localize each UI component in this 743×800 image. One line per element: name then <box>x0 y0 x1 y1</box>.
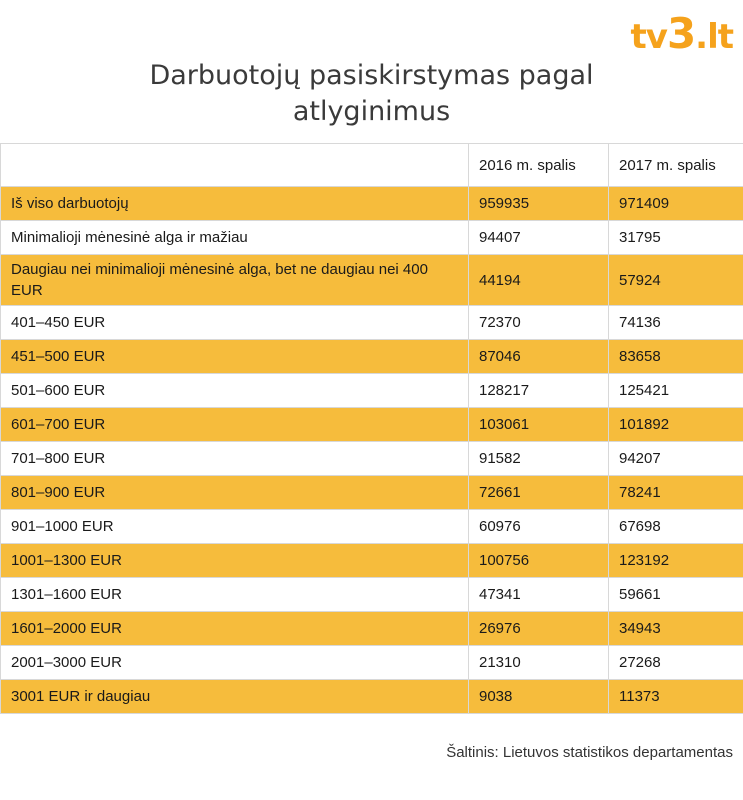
value-2016: 91582 <box>469 442 609 476</box>
row-label: 901–1000 EUR <box>1 510 469 544</box>
value-2017: 101892 <box>609 408 743 442</box>
value-2017: 74136 <box>609 306 743 340</box>
value-2017: 67698 <box>609 510 743 544</box>
value-2016: 128217 <box>469 374 609 408</box>
value-2016: 94407 <box>469 221 609 255</box>
tv3-logo <box>630 9 733 58</box>
row-label: Daugiau nei minimalioji mėnesinė alga, bet ne daugiau nei 400 EUR <box>1 255 469 306</box>
row-label: Iš viso darbuotojų <box>1 187 469 221</box>
table-row <box>1 306 743 340</box>
value-2016: 47341 <box>469 578 609 612</box>
row-label: 1601–2000 EUR <box>1 612 469 646</box>
value-2016: 103061 <box>469 408 609 442</box>
logo-suffix: .lt <box>695 17 733 57</box>
table-row <box>1 510 743 544</box>
row-label: 701–800 EUR <box>1 442 469 476</box>
value-2016: 72661 <box>469 476 609 510</box>
row-label: 401–450 EUR <box>1 306 469 340</box>
table-row <box>1 646 743 680</box>
title-line-2: atlyginimus <box>292 96 451 127</box>
value-2017: 57924 <box>609 255 743 306</box>
table-row <box>1 578 743 612</box>
value-2016: 26976 <box>469 612 609 646</box>
table-row <box>1 442 743 476</box>
logo-prefix: tv <box>630 17 667 57</box>
value-2016: 72370 <box>469 306 609 340</box>
value-2017: 78241 <box>609 476 743 510</box>
table-row <box>1 408 743 442</box>
table-row <box>1 340 743 374</box>
row-label: 801–900 EUR <box>1 476 469 510</box>
table-row <box>1 680 743 714</box>
table-header <box>1 144 743 187</box>
row-label: 501–600 EUR <box>1 374 469 408</box>
value-2017: 94207 <box>609 442 743 476</box>
logo-digit: 3 <box>666 9 696 58</box>
row-label: 3001 EUR ir daugiau <box>1 680 469 714</box>
row-label: Minimalioji mėnesinė alga ir mažiau <box>1 221 469 255</box>
header-2017: 2017 m. spalis <box>609 144 743 187</box>
value-2017: 34943 <box>609 612 743 646</box>
value-2017: 83658 <box>609 340 743 374</box>
table-row <box>1 476 743 510</box>
row-label: 1301–1600 EUR <box>1 578 469 612</box>
header-row <box>1 144 743 187</box>
value-2017: 27268 <box>609 646 743 680</box>
value-2017: 31795 <box>609 221 743 255</box>
row-label: 1001–1300 EUR <box>1 544 469 578</box>
salary-distribution-table <box>0 143 743 714</box>
row-label: 601–700 EUR <box>1 408 469 442</box>
title-line-1: Darbuotojų pasiskirstymas pagal <box>149 60 594 91</box>
row-label: 2001–3000 EUR <box>1 646 469 680</box>
value-2017: 123192 <box>609 544 743 578</box>
table-row <box>1 221 743 255</box>
table-row <box>1 187 743 221</box>
value-2016: 100756 <box>469 544 609 578</box>
table-row <box>1 374 743 408</box>
table-row <box>1 544 743 578</box>
value-2016: 87046 <box>469 340 609 374</box>
value-2017: 971409 <box>609 187 743 221</box>
value-2017: 125421 <box>609 374 743 408</box>
value-2016: 959935 <box>469 187 609 221</box>
table-body <box>1 187 743 714</box>
source-note: Šaltinis: Lietuvos statistikos departamentas <box>446 744 733 761</box>
header-2016: 2016 m. spalis <box>469 144 609 187</box>
value-2017: 11373 <box>609 680 743 714</box>
header-label-cell <box>1 144 469 187</box>
chart-title <box>0 58 743 130</box>
value-2017: 59661 <box>609 578 743 612</box>
table-row <box>1 612 743 646</box>
value-2016: 21310 <box>469 646 609 680</box>
value-2016: 44194 <box>469 255 609 306</box>
row-label: 451–500 EUR <box>1 340 469 374</box>
table-row <box>1 255 743 306</box>
value-2016: 9038 <box>469 680 609 714</box>
value-2016: 60976 <box>469 510 609 544</box>
